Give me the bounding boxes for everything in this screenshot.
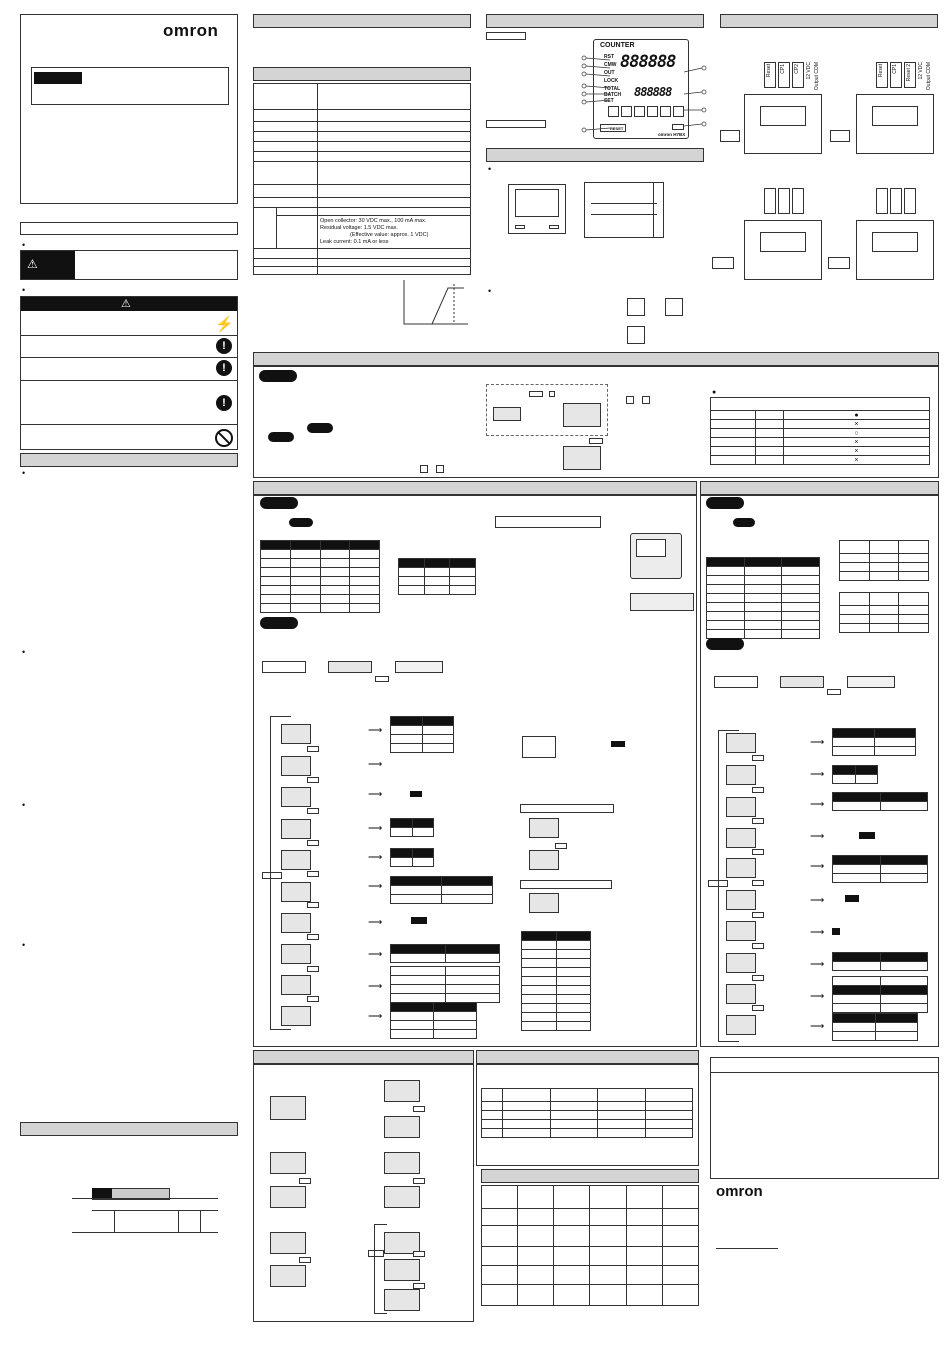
flow-step bbox=[270, 1096, 306, 1120]
step-badge bbox=[268, 432, 294, 442]
bullet: • bbox=[22, 647, 26, 657]
arrow-icon: ⟶ bbox=[810, 799, 825, 810]
settings-header bbox=[253, 481, 697, 495]
step-badge bbox=[706, 638, 744, 650]
step-badge bbox=[733, 518, 755, 527]
arrow-icon: ⟶ bbox=[810, 861, 825, 872]
mode-key[interactable] bbox=[413, 1251, 425, 1257]
mode-key[interactable] bbox=[752, 943, 764, 949]
warning-icon: ⚠ bbox=[27, 257, 38, 271]
arrow-icon: ⟶ bbox=[368, 823, 383, 834]
front-window bbox=[515, 189, 559, 217]
step-badge bbox=[260, 497, 298, 509]
operation-header bbox=[253, 352, 939, 366]
arrow-icon: ⟶ bbox=[368, 1011, 383, 1022]
terminal-label: CP1 bbox=[780, 64, 786, 74]
sensor-box bbox=[828, 257, 850, 269]
settings-header-2 bbox=[700, 481, 939, 495]
terminal-label: CP2 bbox=[794, 64, 800, 74]
mode-key[interactable] bbox=[307, 871, 319, 877]
safety-header bbox=[20, 222, 238, 235]
display-switch-header bbox=[253, 1050, 474, 1064]
indicator-rst: RST bbox=[604, 54, 614, 60]
flow-step bbox=[726, 1015, 756, 1035]
flow-end bbox=[395, 661, 443, 673]
flow-step bbox=[281, 850, 311, 870]
flow-step bbox=[384, 1259, 420, 1281]
step-badge bbox=[260, 617, 298, 629]
flow-step bbox=[281, 819, 311, 839]
param-table bbox=[390, 1002, 477, 1039]
warning-table bbox=[20, 296, 238, 450]
param-table bbox=[832, 976, 928, 1013]
flow-step bbox=[563, 446, 601, 470]
shock-icon: ⚡ bbox=[215, 316, 234, 333]
arrow-icon: ⟶ bbox=[810, 895, 825, 906]
arrow-icon: ⟶ bbox=[810, 1021, 825, 1032]
label-box bbox=[486, 32, 526, 40]
arrow-icon: ⟶ bbox=[810, 769, 825, 780]
voltage-graph bbox=[398, 278, 470, 328]
omron-logo: omron bbox=[163, 21, 219, 40]
mode-key[interactable] bbox=[307, 840, 319, 846]
label-set: SET bbox=[604, 98, 614, 104]
dimensions-header bbox=[486, 148, 704, 162]
mode-key[interactable] bbox=[752, 818, 764, 824]
flow-step bbox=[384, 1289, 420, 1311]
flow-step bbox=[281, 882, 311, 902]
note-box bbox=[520, 880, 612, 889]
mode-key[interactable] bbox=[413, 1106, 425, 1112]
output-spec-4: Leak current: 0.1 mA or less bbox=[320, 239, 389, 245]
wiring-diagram bbox=[852, 62, 940, 162]
footer-rule bbox=[716, 1248, 778, 1249]
mandatory-icon: ! bbox=[216, 360, 232, 376]
bullet: • bbox=[22, 240, 26, 250]
side-view bbox=[584, 182, 664, 238]
mode-flow bbox=[486, 384, 608, 436]
output-spec-1: Open collector: 30 VDC max., 100 mA max. bbox=[320, 218, 427, 224]
param-table bbox=[390, 716, 454, 753]
flow-step bbox=[270, 1265, 306, 1287]
sensor-box bbox=[720, 130, 740, 142]
flow-step bbox=[384, 1080, 420, 1102]
flow-start bbox=[714, 676, 758, 688]
flow-end bbox=[847, 676, 895, 688]
wiring-diagram bbox=[740, 188, 828, 288]
sensor-box bbox=[712, 257, 734, 269]
terminal-label: Reset bbox=[766, 64, 772, 78]
step-badge bbox=[289, 518, 313, 527]
terminal-label: 12 VDC bbox=[806, 62, 812, 80]
mode-key[interactable] bbox=[752, 912, 764, 918]
bullet: • bbox=[22, 285, 26, 295]
main-digits: 888888 bbox=[620, 52, 676, 72]
wiring-diagram bbox=[852, 188, 940, 288]
arrow-icon: ⟶ bbox=[368, 949, 383, 960]
indicator-cmw: CMW bbox=[604, 62, 617, 68]
mode-key[interactable] bbox=[752, 755, 764, 761]
terminal-label: Reset 2 bbox=[906, 64, 912, 82]
value-chip bbox=[832, 928, 840, 935]
label-batch: BATCH bbox=[604, 92, 622, 98]
front-view bbox=[508, 184, 566, 234]
arrow-icon: ⟶ bbox=[368, 881, 383, 892]
errors-header bbox=[476, 1050, 699, 1064]
output-spec-3: (Effective value: approx. 1 VDC) bbox=[350, 232, 429, 238]
mode-key[interactable] bbox=[752, 1005, 764, 1011]
flow-step bbox=[726, 797, 756, 817]
flow-step bbox=[522, 736, 556, 758]
flow-step bbox=[529, 893, 559, 913]
spec-table-2 bbox=[481, 1185, 699, 1306]
reset-label: RESET bbox=[610, 126, 624, 131]
flow-step bbox=[281, 1006, 311, 1026]
flow-step bbox=[726, 953, 756, 973]
model-label: omron H7BX bbox=[658, 132, 686, 137]
arrow-icon: ⟶ bbox=[368, 789, 383, 800]
param-table bbox=[832, 952, 928, 971]
flow-step bbox=[384, 1186, 420, 1208]
flow-step bbox=[384, 1152, 420, 1174]
arrow-icon: ⟶ bbox=[810, 991, 825, 1002]
compat-table: ● × ○ × × × bbox=[710, 397, 930, 465]
flow-step bbox=[726, 765, 756, 785]
cutout bbox=[627, 298, 645, 316]
legend-symbols: ● bbox=[712, 389, 717, 396]
flow-step bbox=[726, 858, 756, 878]
flow-step bbox=[281, 944, 311, 964]
arrow-icon: ⟶ bbox=[368, 852, 383, 863]
mode-key[interactable] bbox=[307, 808, 319, 814]
product-photo bbox=[626, 525, 688, 585]
mode-key[interactable] bbox=[555, 843, 567, 849]
flow-step bbox=[270, 1186, 306, 1208]
flow-step bbox=[726, 733, 756, 753]
prohibited-icon bbox=[215, 429, 233, 447]
bullet: • bbox=[22, 940, 26, 950]
arrow-icon: ⟶ bbox=[368, 981, 383, 992]
param-table bbox=[390, 848, 434, 867]
notice-box bbox=[710, 1057, 939, 1179]
value-chip bbox=[859, 832, 875, 839]
flow-step bbox=[384, 1116, 420, 1138]
param-table bbox=[390, 966, 500, 1003]
callout-lines bbox=[580, 52, 710, 136]
bullet: • bbox=[22, 468, 26, 478]
mode-key[interactable] bbox=[307, 777, 319, 783]
arrow-icon: ⟶ bbox=[368, 725, 383, 736]
mode-key[interactable] bbox=[307, 996, 319, 1002]
flow-step bbox=[281, 975, 311, 995]
indicator-out: OUT bbox=[604, 70, 615, 76]
terminal-label: Reset bbox=[878, 64, 884, 78]
param-table bbox=[832, 792, 928, 811]
warning-table-header bbox=[21, 297, 237, 311]
param-table bbox=[390, 944, 500, 963]
note-box bbox=[495, 516, 601, 528]
flow-mid bbox=[780, 676, 824, 688]
flow-step bbox=[281, 756, 311, 776]
label-total: TOTAL bbox=[604, 86, 621, 92]
mode-key[interactable] bbox=[752, 849, 764, 855]
step-badge bbox=[259, 370, 297, 382]
note-box bbox=[520, 804, 614, 813]
terminal-label: Output COM bbox=[814, 62, 820, 91]
section-header bbox=[253, 14, 471, 28]
value-chip bbox=[611, 741, 625, 747]
mode-key[interactable] bbox=[299, 1257, 311, 1263]
code-table bbox=[521, 931, 591, 1031]
flow-step bbox=[529, 818, 559, 838]
mode-key[interactable] bbox=[299, 1178, 311, 1184]
flow-step bbox=[281, 724, 311, 744]
arrow-icon: ⟶ bbox=[810, 737, 825, 748]
timing-header bbox=[20, 1122, 238, 1136]
cutout bbox=[665, 298, 683, 316]
output-spec-2: Residual voltage: 1.5 VDC max. bbox=[320, 225, 398, 231]
flow-start bbox=[262, 661, 306, 673]
value-chip bbox=[845, 895, 859, 902]
indicator-lock: LOCK bbox=[604, 78, 619, 84]
label-box bbox=[486, 120, 546, 128]
flow-step bbox=[726, 984, 756, 1004]
mode-key[interactable] bbox=[752, 787, 764, 793]
flow-step bbox=[529, 850, 559, 870]
specs-header bbox=[481, 1169, 699, 1183]
flow-mid bbox=[328, 661, 372, 673]
mode-key[interactable] bbox=[307, 966, 319, 972]
nomenclature-header bbox=[486, 14, 704, 28]
arrow-icon: ⟶ bbox=[810, 959, 825, 970]
mode-key[interactable] bbox=[307, 934, 319, 940]
dip-switch[interactable] bbox=[630, 593, 694, 611]
mode-key[interactable] bbox=[752, 975, 764, 981]
terminal-label: 12 VDC bbox=[918, 62, 924, 80]
param-table bbox=[832, 728, 916, 756]
param-table bbox=[832, 765, 878, 784]
timing-chart bbox=[72, 1186, 222, 1236]
connections-header bbox=[720, 14, 938, 28]
value-chip bbox=[411, 917, 427, 924]
precautions-header bbox=[20, 453, 238, 467]
step-badge bbox=[706, 497, 744, 509]
mode-key[interactable] bbox=[752, 880, 764, 886]
dip-switch-table bbox=[706, 557, 820, 639]
terminal-label: Output COM bbox=[926, 62, 932, 91]
sensor-box bbox=[830, 130, 850, 142]
warning-legend bbox=[20, 250, 238, 280]
flow-step bbox=[726, 890, 756, 910]
dip-switch-table bbox=[260, 540, 380, 613]
param-table bbox=[832, 1013, 918, 1041]
arrow-icon: ⟶ bbox=[810, 831, 825, 842]
error-table bbox=[481, 1088, 693, 1138]
cutout bbox=[627, 326, 645, 344]
bullet: • bbox=[22, 800, 26, 810]
terminal-label: CP1 bbox=[892, 64, 898, 74]
counter-header: COUNTER bbox=[600, 42, 635, 49]
arrow-icon: ⟶ bbox=[368, 917, 383, 928]
bullet: • bbox=[488, 286, 492, 296]
param-table bbox=[832, 855, 928, 883]
bullet: • bbox=[488, 164, 492, 174]
omron-footer-logo: omron bbox=[716, 1183, 763, 1200]
flow-step bbox=[281, 787, 311, 807]
flow-step bbox=[270, 1232, 306, 1254]
mandatory-icon: ! bbox=[216, 395, 232, 411]
mode-key[interactable] bbox=[413, 1178, 425, 1184]
result-table bbox=[839, 540, 929, 581]
flow-step bbox=[281, 913, 311, 933]
title-panel bbox=[20, 14, 238, 204]
mandatory-icon: ! bbox=[216, 338, 232, 354]
param-table bbox=[390, 818, 434, 837]
param-table bbox=[390, 876, 493, 904]
model-box bbox=[31, 67, 229, 105]
mode-key[interactable] bbox=[307, 746, 319, 752]
model-tag bbox=[34, 72, 82, 84]
arrow-icon: ⟶ bbox=[368, 759, 383, 770]
value-chip bbox=[410, 791, 422, 797]
warning-badge bbox=[21, 251, 75, 279]
mode-key[interactable] bbox=[307, 902, 319, 908]
sub-digits: 888888 bbox=[634, 85, 672, 99]
wiring-diagram bbox=[740, 62, 828, 162]
flow-step bbox=[270, 1152, 306, 1174]
specifications-header bbox=[253, 67, 471, 81]
spec-table bbox=[253, 83, 471, 275]
flow-step bbox=[726, 828, 756, 848]
flow-step bbox=[726, 921, 756, 941]
warning-icon: ⚠ bbox=[121, 298, 131, 310]
step-badge bbox=[307, 423, 333, 433]
result-table bbox=[839, 592, 929, 633]
arrow-icon: ⟶ bbox=[810, 927, 825, 938]
result-table bbox=[398, 558, 476, 595]
